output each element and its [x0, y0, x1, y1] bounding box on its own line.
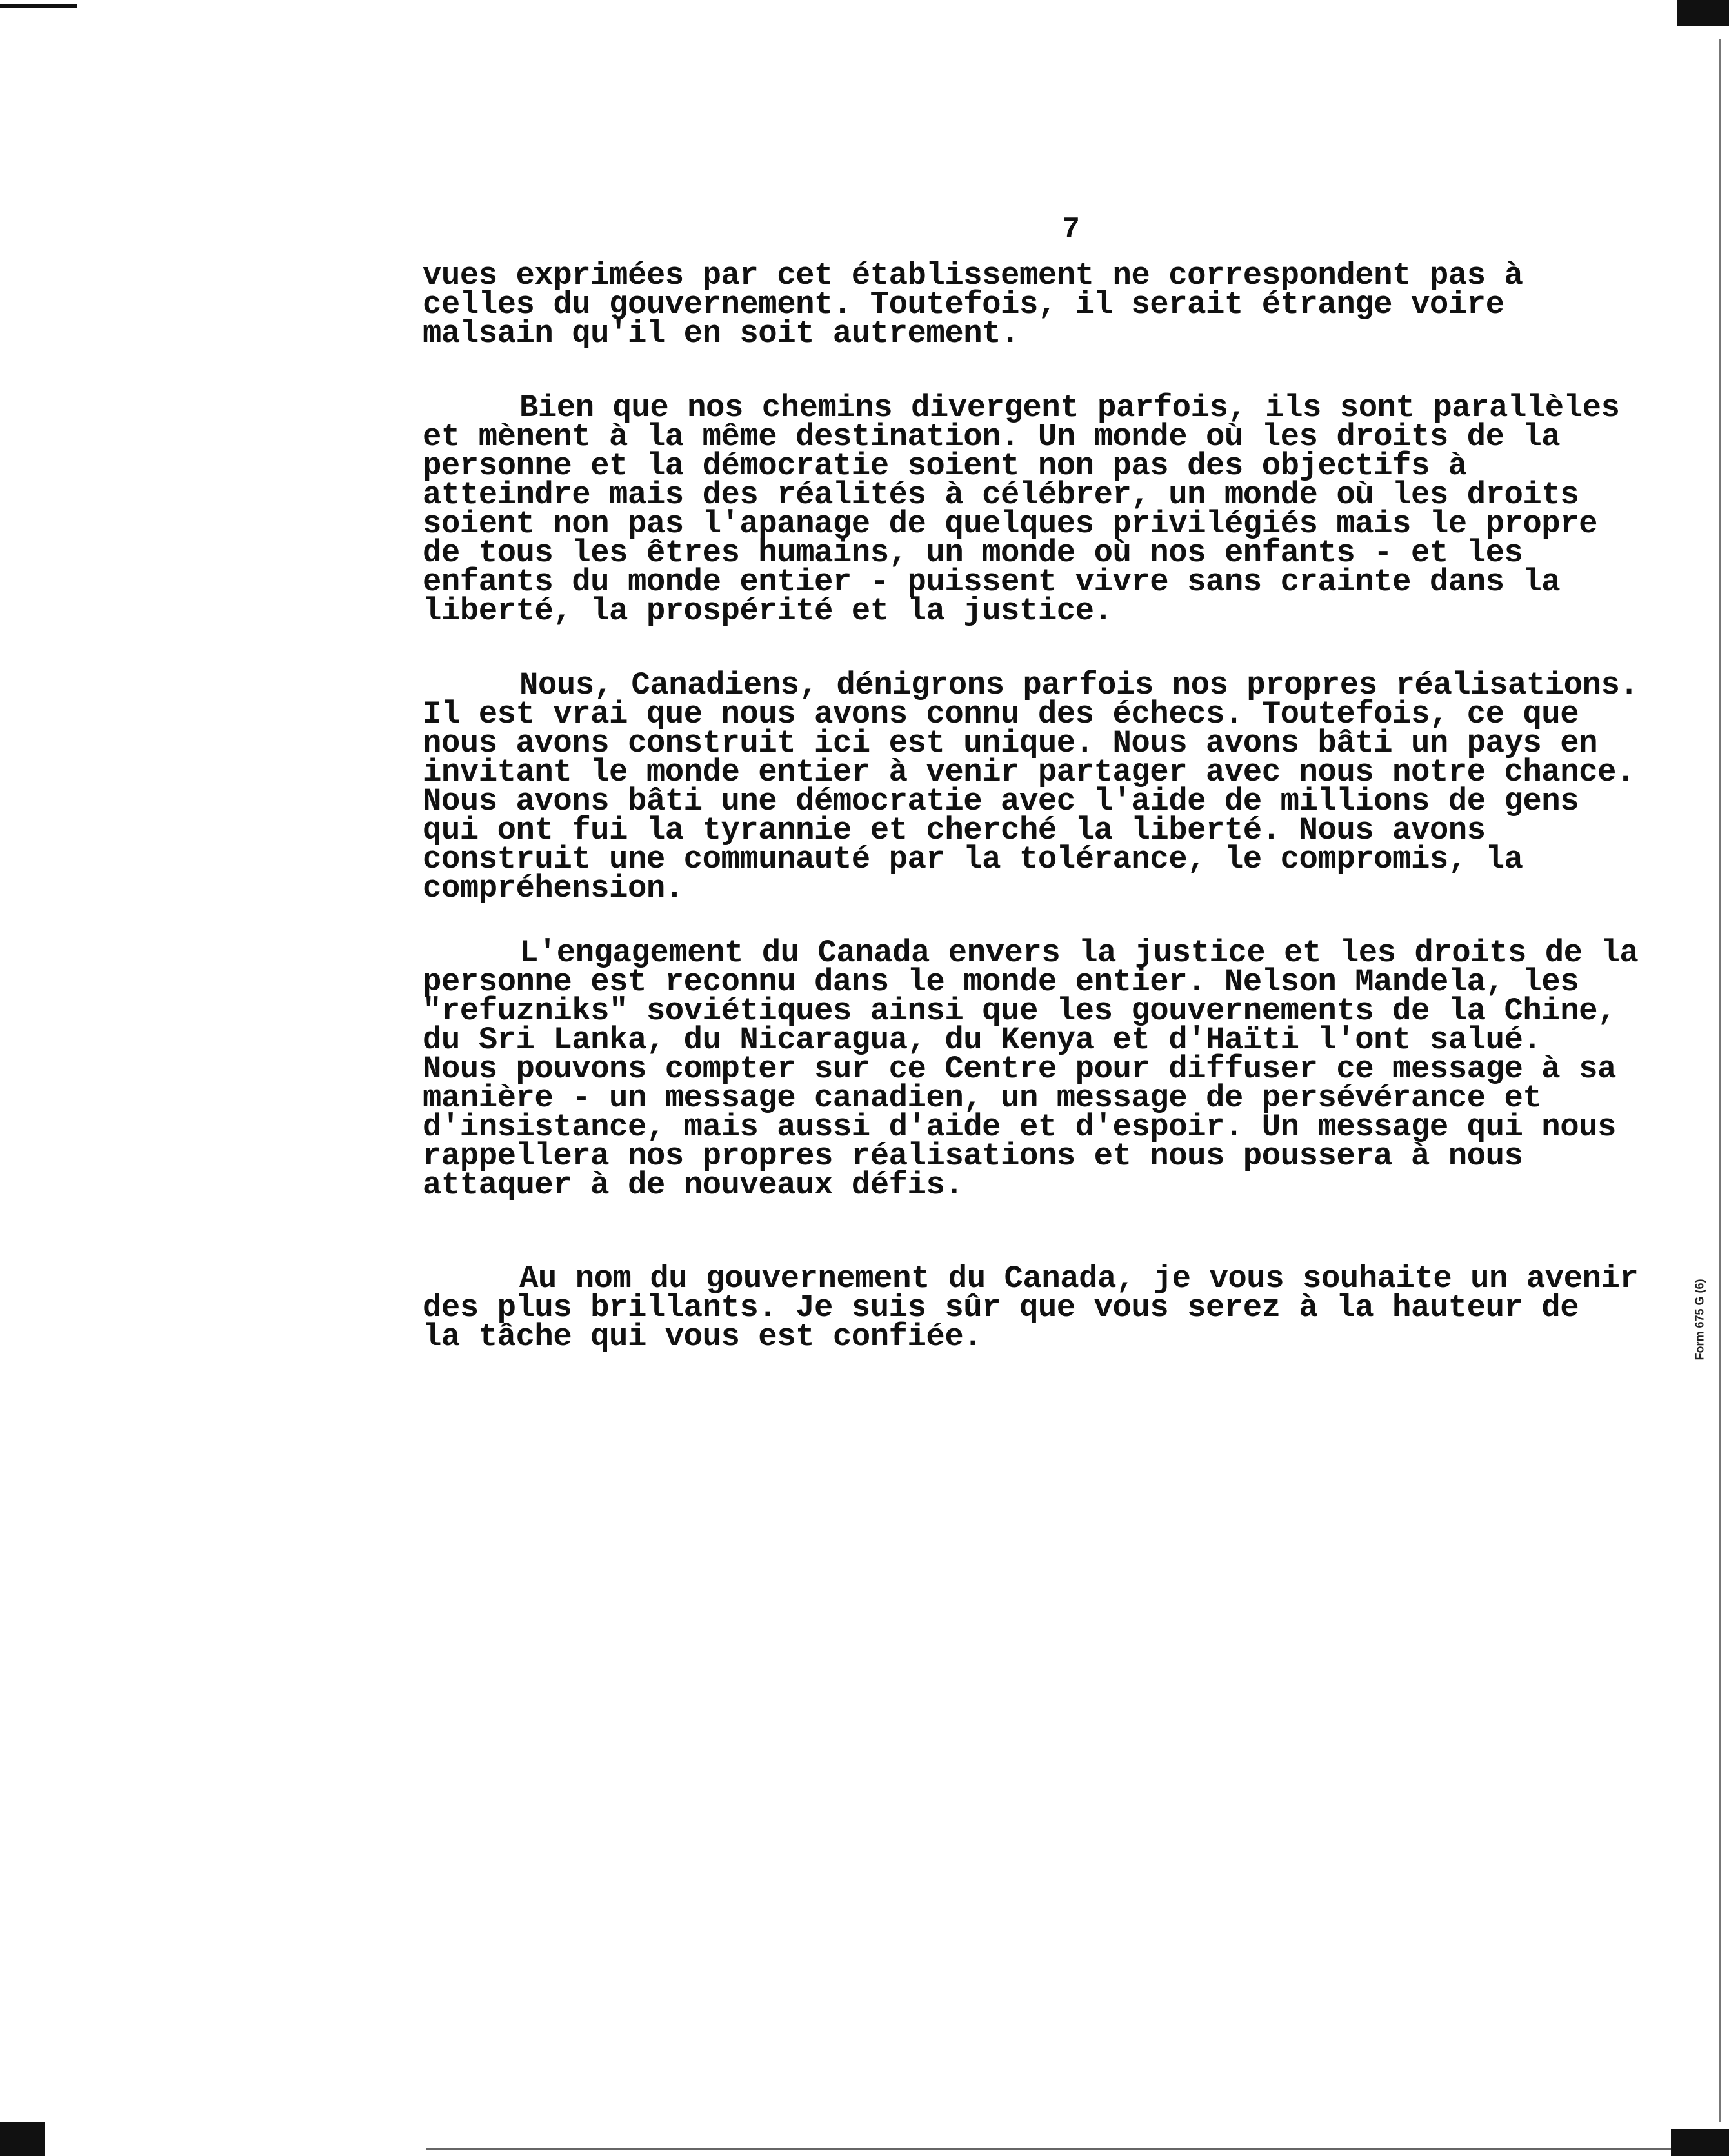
text-line: de tous les êtres humains, un monde où nos enfants - et les	[423, 535, 1523, 571]
text-line: "refuzniks" soviétiques ainsi que les gouvernements de la Chine,	[423, 993, 1616, 1029]
text-line: d'insistance, mais aussi d'aide et d'espoir. Un message qui nous	[423, 1109, 1616, 1145]
text-line: personne est reconnu dans le monde entier. Nelson Mandela, les	[423, 964, 1579, 1000]
text-line: Il est vrai que nous avons connu des échecs. Toutefois, ce que	[423, 696, 1579, 732]
text-line: et mènent à la même destination. Un monde où les droits de la	[423, 419, 1561, 455]
text-line: Nous avons bâti une démocratie avec l'aide de millions de gens	[423, 783, 1579, 819]
form-code-text: Form 675 G (6)	[1693, 1278, 1706, 1361]
text-line: rappellera nos propres réalisations et nous poussera à nous	[423, 1138, 1523, 1174]
text-line: Au nom du gouvernement du Canada, je vous souhaite un avenir	[519, 1261, 1639, 1297]
text-line: L'engagement du Canada envers la justice et les droits de la	[519, 935, 1639, 971]
scan-edge-bottom-right	[1671, 2129, 1729, 2156]
form-code-label	[1687, 1264, 1713, 1374]
paragraph-1	[423, 257, 1687, 352]
text-line: attaquer à de nouveaux défis.	[423, 1167, 964, 1203]
scan-edge-bottom-left	[0, 2122, 45, 2156]
text-line: Bien que nos chemins divergent parfois, ils sont parallèles	[519, 390, 1620, 426]
text-line: compréhension.	[423, 870, 684, 906]
scan-edge-right-line	[1719, 39, 1721, 2122]
text-line: enfants du monde entier - puissent vivre sans crainte dans la	[423, 564, 1561, 600]
scan-edge-top-left	[0, 4, 77, 8]
text-line: personne et la démocratie soient non pas des objectifs à	[423, 448, 1467, 484]
scan-edge-bottom-line	[426, 2148, 1671, 2150]
paragraph-4	[423, 935, 1687, 1203]
text-line: la tâche qui vous est confiée.	[423, 1319, 983, 1355]
text-line: malsain qu'il en soit autrement.	[423, 315, 1019, 352]
page-number: 7	[1062, 213, 1080, 246]
paragraph-5	[423, 1261, 1687, 1355]
text-line: nous avons construit ici est unique. Nous avons bâti un pays en	[423, 725, 1598, 761]
text-line: Nous, Canadiens, dénigrons parfois nos propres réalisations.	[519, 667, 1639, 703]
text-line: des plus brillants. Je suis sûr que vous serez à la hauteur de	[423, 1290, 1579, 1326]
text-line: liberté, la prospérité et la justice.	[423, 593, 1113, 629]
text-line: du Sri Lanka, du Nicaragua, du Kenya et d'Haïti l'ont salué.	[423, 1022, 1542, 1058]
paragraph-2	[423, 390, 1687, 629]
text-line: celles du gouvernement. Toutefois, il serait étrange voire	[423, 286, 1504, 323]
text-line: invitant le monde entier à venir partager avec nous notre chance.	[423, 754, 1635, 790]
text-line: Nous pouvons compter sur ce Centre pour diffuser ce message à sa	[423, 1051, 1616, 1087]
text-line: manière - un message canadien, un message de persévérance et	[423, 1080, 1542, 1116]
text-line: construit une communauté par la tolérance, le compromis, la	[423, 841, 1523, 877]
paragraph-3	[423, 667, 1687, 906]
text-line: soient non pas l'apanage de quelques privilégiés mais le propre	[423, 506, 1598, 542]
text-line: atteindre mais des réalités à célébrer, un monde où les droits	[423, 477, 1579, 513]
scan-edge-top-right	[1677, 0, 1729, 26]
text-line: vues exprimées par cet établissement ne correspondent pas à	[423, 257, 1523, 294]
text-line: qui ont fui la tyrannie et cherché la liberté. Nous avons	[423, 812, 1486, 848]
